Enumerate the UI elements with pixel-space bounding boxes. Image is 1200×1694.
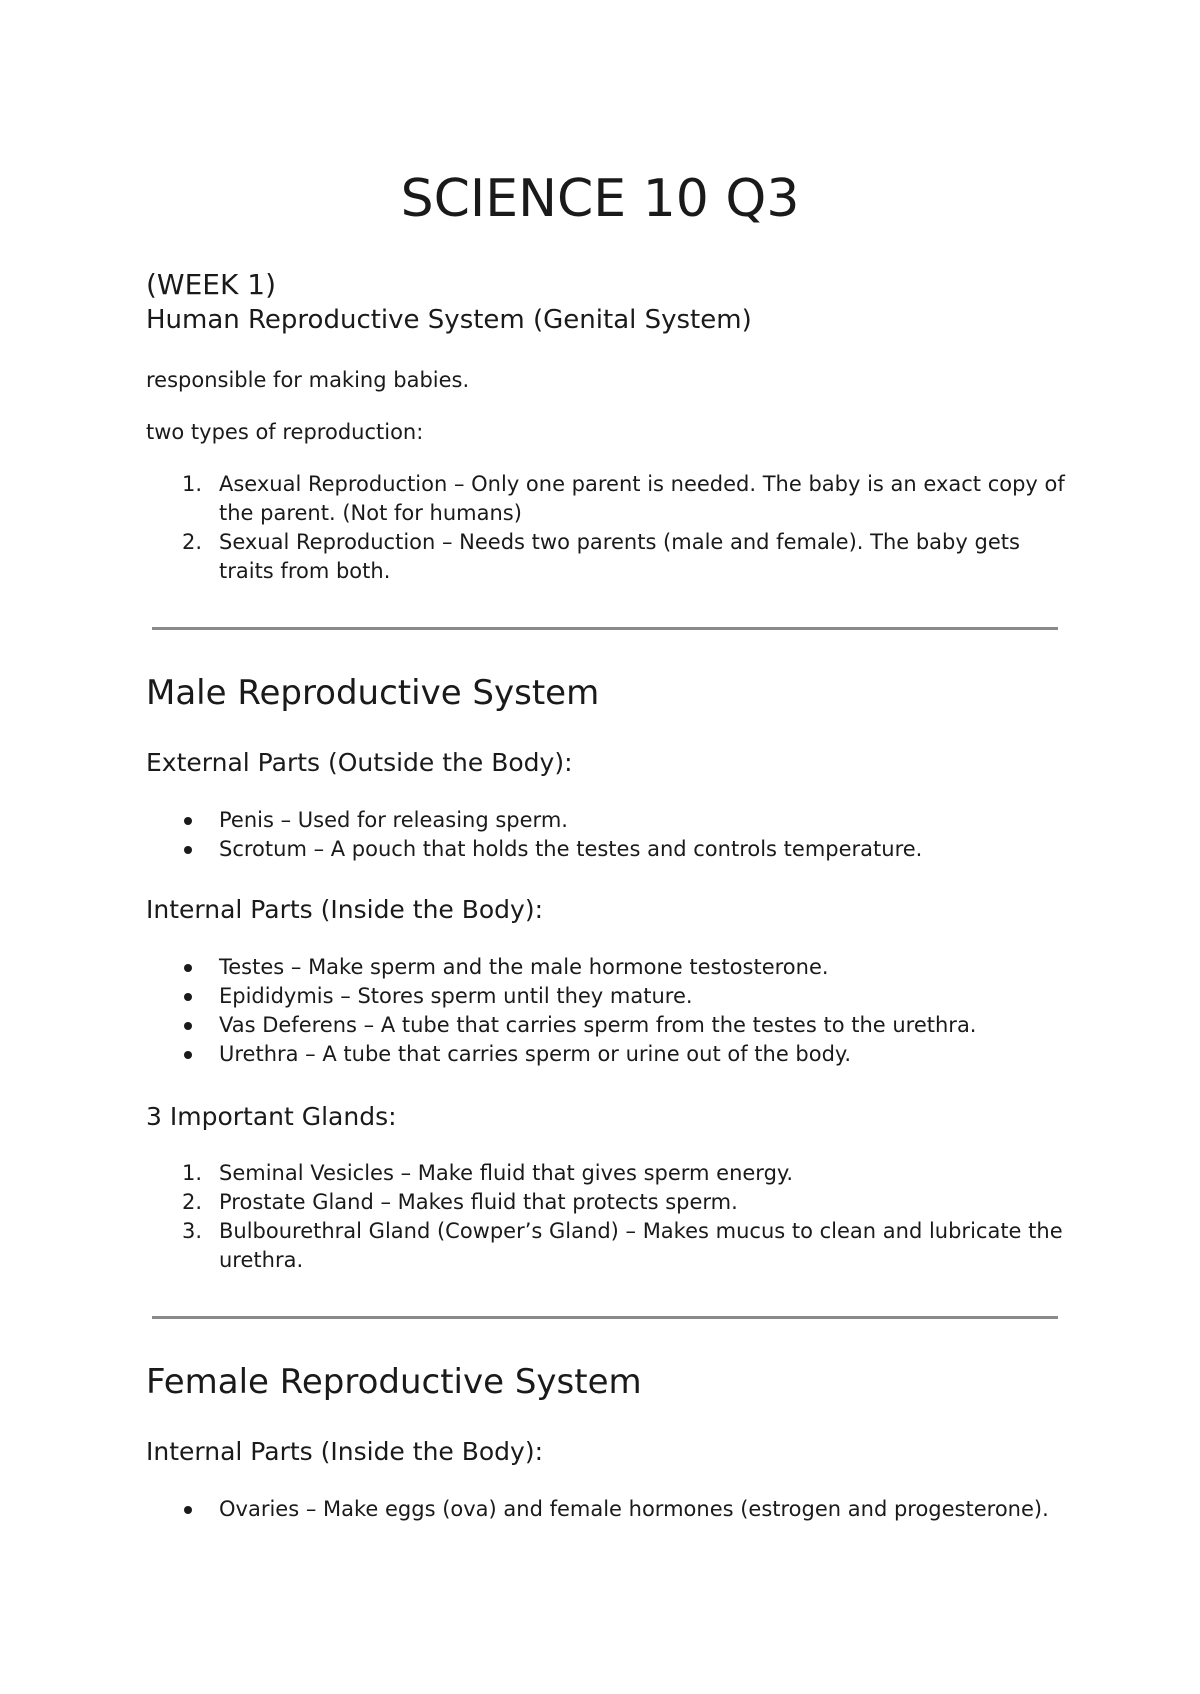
list-item [146,1011,1076,1040]
list-item [146,982,1076,1011]
list-number: 1. [181,472,202,496]
list-number: 3. [181,1219,202,1243]
bullet-dot [184,1506,192,1514]
list-item [146,1159,1076,1188]
page-title: SCIENCE 10 Q3 [400,169,800,229]
list-item [146,528,1076,586]
week-label: (WEEK 1) [146,268,276,301]
bullet-dot [184,993,192,1001]
section-divider [152,1316,1058,1319]
bullet-dot [184,846,192,854]
bullet-dot [184,817,192,825]
list-item [146,470,1076,528]
reproduction-types-list [146,470,1076,586]
list-item-text: Penis – Used for releasing sperm. [219,808,568,832]
types-heading: two types of reproduction: [146,420,424,444]
female-internal-list [146,1495,1076,1524]
list-item-text: Asexual Reproduction – Only one parent is needed. The baby is an exact copy of the parent. (Not for humans) [219,472,1065,525]
bullet-dot [184,1022,192,1030]
male-internal-heading: Internal Parts (Inside the Body): [146,895,544,924]
topic-subtitle: Human Reproductive System (Genital System) [146,305,752,335]
definition-text: responsible for making babies. [146,368,470,392]
list-item [146,1040,1076,1069]
list-item [146,953,1076,982]
male-external-heading: External Parts (Outside the Body): [146,748,573,777]
section-divider [152,627,1058,630]
bullet-dot [184,1051,192,1059]
male-section-heading: Male Reproductive System [146,673,600,713]
glands-list [146,1159,1076,1275]
list-item-text: Scrotum – A pouch that holds the testes and controls temperature. [219,837,923,861]
list-item-text: Bulbourethral Gland (Cowper’s Gland) – Makes mucus to clean and lubricate the urethra. [219,1219,1063,1272]
list-item-text: Urethra – A tube that carries sperm or urine out of the body. [219,1042,852,1066]
male-internal-list [146,953,1076,1069]
list-item [146,835,1076,864]
list-item-text: Prostate Gland – Makes fluid that protects sperm. [219,1190,738,1214]
female-internal-heading: Internal Parts (Inside the Body): [146,1437,544,1466]
list-item [146,806,1076,835]
list-item [146,1217,1076,1275]
female-section-heading: Female Reproductive System [146,1362,642,1402]
male-external-list [146,806,1076,864]
bullet-dot [184,964,192,972]
list-item-text: Sexual Reproduction – Needs two parents (male and female). The baby gets traits from both. [219,530,1020,583]
list-number: 1. [181,1161,202,1185]
list-item-text: Epididymis – Stores sperm until they mature. [219,984,693,1008]
list-item [146,1495,1076,1524]
list-item-text: Ovaries – Make eggs (ova) and female hormones (estrogen and progesterone). [219,1497,1049,1521]
list-item-text: Seminal Vesicles – Make fluid that gives sperm energy. [219,1161,794,1185]
list-item-text: Vas Deferens – A tube that carries sperm from the testes to the urethra. [219,1013,977,1037]
list-number: 2. [181,1190,202,1214]
glands-heading: 3 Important Glands: [146,1102,397,1131]
list-item [146,1188,1076,1217]
list-number: 2. [181,530,202,554]
list-item-text: Testes – Make sperm and the male hormone testosterone. [219,955,829,979]
